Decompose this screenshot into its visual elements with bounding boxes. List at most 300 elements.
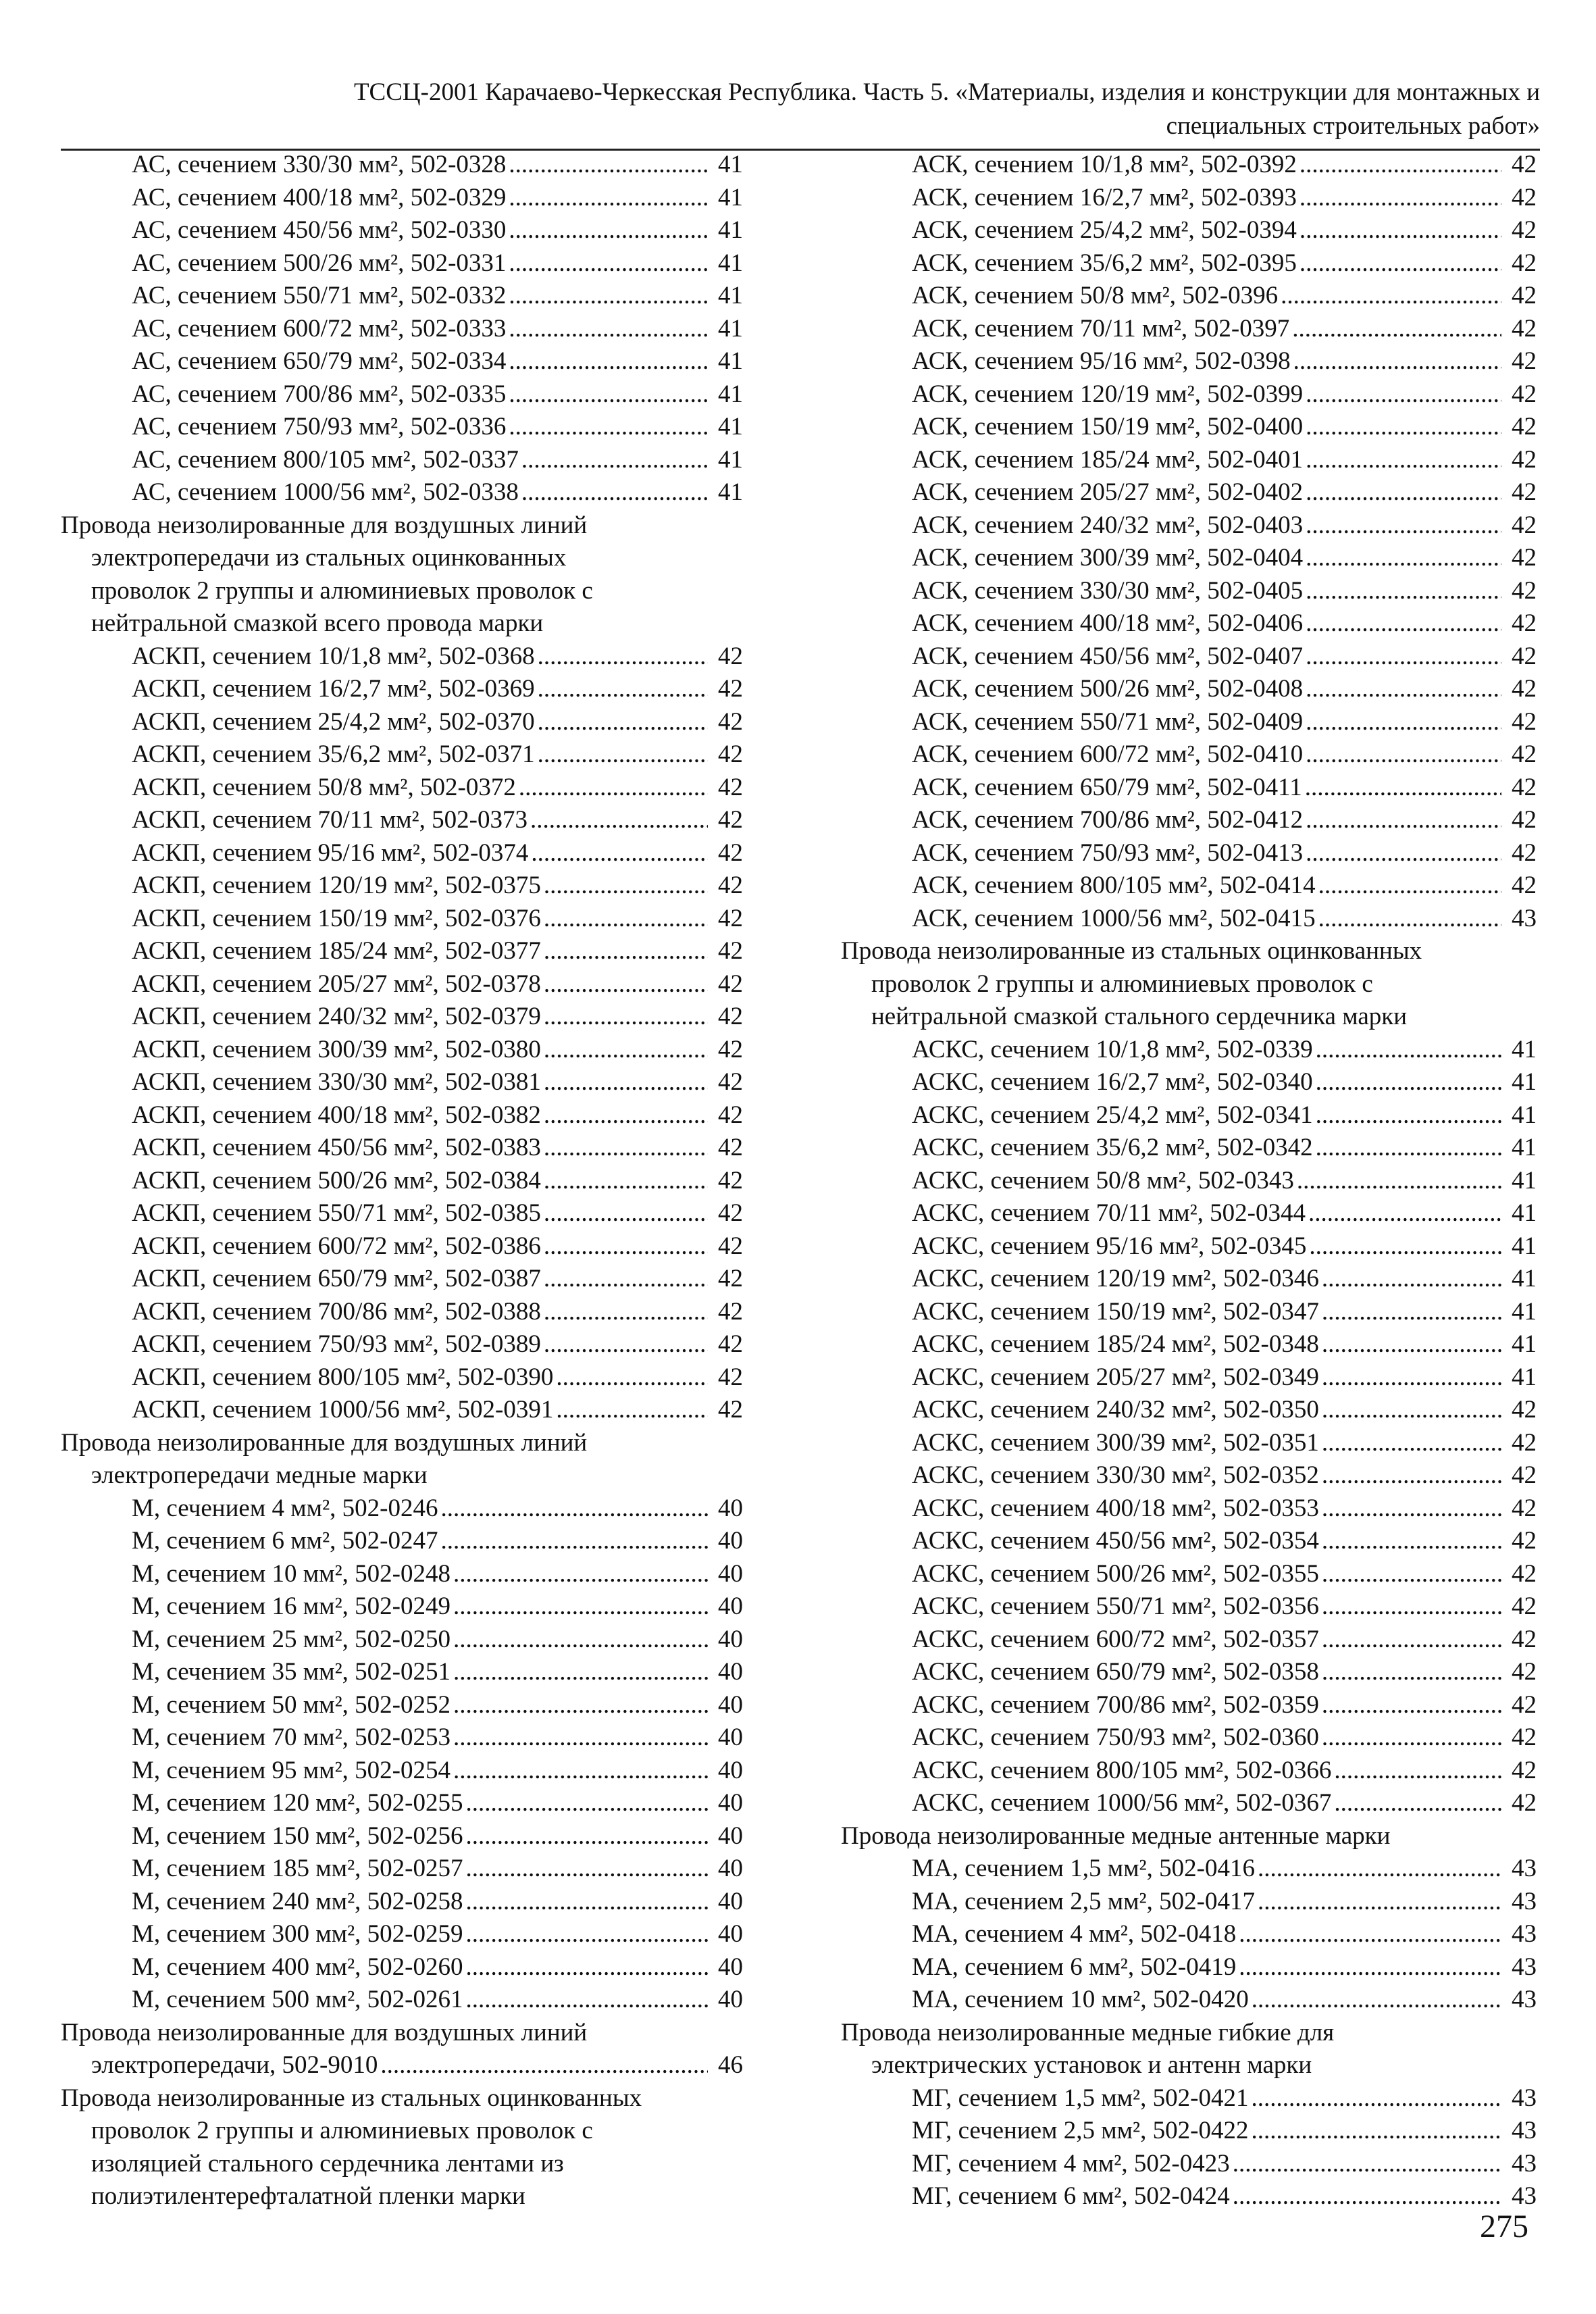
dot-leader <box>509 411 708 444</box>
index-entry <box>61 837 743 870</box>
dot-leader <box>453 1558 708 1591</box>
entry-page-ref: 41 <box>718 478 743 506</box>
entry-title: АСКС, сечением 750/93 мм², 502-0360 <box>912 1724 1319 1751</box>
dot-leader <box>466 1918 709 1951</box>
index-entry <box>841 345 1537 378</box>
index-entry <box>841 1492 1537 1526</box>
entry-title: АСКП, сечением 150/19 мм², 502-0376 <box>132 904 541 932</box>
index-entry <box>841 1721 1537 1755</box>
entry-page-ref: 41 <box>718 413 743 441</box>
dot-leader <box>544 870 708 903</box>
index-entry <box>841 772 1537 805</box>
entry-page-ref: 42 <box>718 707 743 736</box>
dot-leader <box>1306 738 1501 772</box>
entry-page-ref: 43 <box>1512 1986 1537 2013</box>
index-entry <box>841 1197 1537 1230</box>
dot-leader <box>1322 1492 1501 1526</box>
entry-title: АСК, сечением 330/30 мм², 502-0405 <box>912 576 1304 605</box>
entry-title: АСКС, сечением 300/39 мм², 502-0351 <box>912 1428 1319 1457</box>
entry-page-ref: 42 <box>718 1330 743 1358</box>
index-entry <box>841 1165 1537 1198</box>
entry-page-ref: 42 <box>1512 609 1537 637</box>
index-entry <box>61 706 743 739</box>
dot-leader <box>1305 772 1501 805</box>
index-entry <box>841 509 1537 543</box>
header-line-1: ТССЦ-2001 Карачаево-Черкесская Республика. Часть 5. «Материалы, изделия и конструкции для монтажных и <box>353 78 1540 106</box>
entry-page-ref: 42 <box>1512 282 1537 309</box>
entry-title: АС, сечением 1000/56 мм², 502-0338 <box>132 478 519 506</box>
index-entry <box>841 1886 1537 1919</box>
entry-title: электропередачи, 502-9010 <box>91 2051 378 2079</box>
dot-leader <box>1322 1361 1501 1394</box>
entry-title: АСКП, сечением 185/24 мм², 502-0377 <box>132 937 541 965</box>
entry-page-ref: 42 <box>1512 544 1537 572</box>
entry-title: М, сечением 70 мм², 502-0253 <box>132 1724 451 1751</box>
index-entry <box>841 2148 1537 2181</box>
entry-title: АС, сечением 750/93 мм², 502-0336 <box>132 413 507 441</box>
entry-title: М, сечением 35 мм², 502-0251 <box>132 1658 451 1686</box>
entry-page-ref: 41 <box>1512 1101 1537 1129</box>
dot-leader <box>1316 1132 1501 1165</box>
dot-leader <box>1306 509 1501 543</box>
dot-leader <box>530 804 708 837</box>
dot-leader <box>1322 1263 1501 1296</box>
index-entry <box>841 903 1537 936</box>
entry-title: МГ, сечением 4 мм², 502-0423 <box>912 2149 1230 2178</box>
entry-page-ref: 42 <box>718 1134 743 1161</box>
index-entry <box>61 149 743 182</box>
entry-page-ref: 42 <box>718 937 743 965</box>
entry-title: М, сечением 4 мм², 502-0246 <box>132 1494 438 1522</box>
entry-title: М, сечением 25 мм², 502-0250 <box>132 1625 451 1653</box>
index-entry <box>841 214 1537 247</box>
dot-leader <box>1233 2180 1501 2213</box>
entry-page-ref: 42 <box>718 1363 743 1391</box>
index-entry <box>841 1590 1537 1624</box>
entry-page-ref: 42 <box>1512 347 1537 375</box>
dot-leader <box>1306 378 1501 411</box>
index-entry <box>841 1066 1537 1099</box>
index-entry <box>841 313 1537 346</box>
dot-leader <box>466 1951 709 1984</box>
entry-page-ref: 40 <box>718 1527 743 1555</box>
index-entry <box>61 1066 743 1099</box>
entry-title: АСК, сечением 35/6,2 мм², 502-0395 <box>912 249 1297 277</box>
entry-title: АСК, сечением 10/1,8 мм², 502-0392 <box>912 151 1297 178</box>
index-entry <box>61 1624 743 1657</box>
dot-leader <box>1252 1984 1501 2017</box>
entry-title: АСКС, сечением 35/6,2 мм², 502-0342 <box>912 1134 1313 1161</box>
header-line-2: специальных строительных работ» <box>1166 112 1540 140</box>
entry-page-ref: 42 <box>1512 1559 1537 1588</box>
index-entry <box>61 247 743 280</box>
entry-title: АСКП, сечением 330/30 мм², 502-0381 <box>132 1068 541 1096</box>
index-entry <box>61 411 743 444</box>
dot-leader <box>1306 673 1501 706</box>
entry-title: М, сечением 95 мм², 502-0254 <box>132 1756 451 1784</box>
entry-page-ref: 42 <box>718 1199 743 1227</box>
dot-leader <box>1322 1394 1501 1427</box>
dot-leader <box>466 1820 709 1853</box>
index-entry <box>61 1787 743 1820</box>
section-heading-continuation: нейтральной смазкой всего провода марки <box>91 609 544 637</box>
entry-page-ref: 42 <box>1512 1658 1537 1686</box>
entry-page-ref: 41 <box>1512 1134 1537 1161</box>
entry-title: АСКС, сечением 25/4,2 мм², 502-0341 <box>912 1101 1313 1129</box>
entry-page-ref: 42 <box>1512 740 1537 768</box>
dot-leader <box>1258 1886 1501 1919</box>
index-entry <box>61 1656 743 1689</box>
index-entry <box>841 640 1537 674</box>
entry-page-ref: 42 <box>1512 1724 1537 1751</box>
dot-leader <box>531 837 708 870</box>
dot-leader <box>1306 542 1501 575</box>
dot-leader <box>538 738 708 772</box>
entry-title: АСКП, сечением 600/72 мм², 502-0386 <box>132 1232 541 1260</box>
dot-leader <box>1306 706 1501 739</box>
dot-leader <box>1297 1165 1501 1198</box>
index-entry <box>841 247 1537 280</box>
index-entry <box>61 476 743 509</box>
entry-page-ref: 40 <box>718 1724 743 1751</box>
dot-leader <box>544 1296 708 1329</box>
index-entry <box>61 1590 743 1624</box>
dot-leader <box>1316 1066 1501 1099</box>
index-entry <box>841 1427 1537 1460</box>
entry-page-ref: 42 <box>718 1101 743 1129</box>
entry-title: МА, сечением 10 мм², 502-0420 <box>912 1986 1249 2013</box>
dot-leader <box>1299 182 1501 215</box>
entry-title: АСК, сечением 70/11 мм², 502-0397 <box>912 314 1290 343</box>
entry-title: АСК, сечением 750/93 мм², 502-0413 <box>912 838 1304 867</box>
entry-title: М, сечением 240 мм², 502-0258 <box>132 1887 463 1915</box>
entry-title: АСКС, сечением 240/32 мм², 502-0350 <box>912 1396 1319 1424</box>
entry-page-ref: 42 <box>1512 183 1537 211</box>
entry-page-ref: 40 <box>718 1690 743 1719</box>
dot-leader <box>1316 1034 1501 1067</box>
entry-page-ref: 42 <box>1512 642 1537 670</box>
index-entry <box>61 1755 743 1788</box>
index-entry <box>841 607 1537 640</box>
dot-leader <box>1322 1689 1501 1722</box>
entry-page-ref: 40 <box>718 1592 743 1620</box>
dot-leader <box>1316 1099 1501 1132</box>
entry-title: АСК, сечением 50/8 мм², 502-0396 <box>912 282 1279 309</box>
entry-title: М, сечением 150 мм², 502-0256 <box>132 1821 463 1850</box>
index-column-left <box>61 149 743 2213</box>
entry-page-ref: 40 <box>718 1756 743 1784</box>
index-entry <box>61 1394 743 1427</box>
dot-leader <box>521 444 708 477</box>
section-heading: Провода неизолированные для воздушных линий <box>61 2018 588 2046</box>
index-entry <box>61 444 743 477</box>
dot-leader <box>509 182 708 215</box>
entry-page-ref: 41 <box>1512 1265 1537 1292</box>
entry-page-ref: 40 <box>718 1494 743 1522</box>
entry-title: АСК, сечением 240/32 мм², 502-0403 <box>912 511 1304 539</box>
entry-page-ref: 43 <box>1512 1920 1537 1948</box>
index-entry <box>61 1525 743 1558</box>
entry-title: МГ, сечением 1,5 мм², 502-0421 <box>912 2084 1249 2112</box>
dot-leader <box>544 1165 708 1198</box>
entry-title: АС, сечением 600/72 мм², 502-0333 <box>132 314 507 343</box>
entry-title: АСКС, сечением 10/1,8 мм², 502-0339 <box>912 1035 1313 1063</box>
dot-leader <box>1299 247 1501 280</box>
section-heading: Провода неизолированные медные антенные марки <box>841 1821 1391 1850</box>
entry-title: АС, сечением 800/105 мм², 502-0337 <box>132 445 519 474</box>
entry-page-ref: 42 <box>718 740 743 768</box>
dot-leader <box>544 1263 708 1296</box>
entry-title: АСКП, сечением 50/8 мм², 502-0372 <box>132 773 516 801</box>
entry-title: АС, сечением 450/56 мм², 502-0330 <box>132 216 507 244</box>
entry-page-ref: 42 <box>718 1396 743 1424</box>
dot-leader <box>544 1230 708 1263</box>
entry-page-ref: 42 <box>1512 380 1537 408</box>
index-entry <box>61 1132 743 1165</box>
dot-leader <box>453 1721 708 1755</box>
index-entry <box>841 1459 1537 1492</box>
index-entry <box>841 1230 1537 1263</box>
index-entry <box>841 542 1537 575</box>
section-heading: Провода неизолированные для воздушных линий <box>61 511 588 539</box>
entry-title: М, сечением 16 мм², 502-0249 <box>132 1592 451 1620</box>
index-entry <box>841 1394 1537 1427</box>
entry-page-ref: 42 <box>1512 1690 1537 1719</box>
index-entry <box>841 1984 1537 2017</box>
entry-page-ref: 43 <box>1512 1953 1537 1981</box>
index-entry <box>841 804 1537 837</box>
entry-page-ref: 42 <box>1512 675 1537 703</box>
dot-leader <box>544 1132 708 1165</box>
dot-leader <box>544 1197 708 1230</box>
entry-title: АСКП, сечением 120/19 мм², 502-0375 <box>132 872 541 899</box>
entry-page-ref: 42 <box>1512 1461 1537 1489</box>
entry-page-ref: 41 <box>1512 1297 1537 1326</box>
dot-leader <box>1306 837 1501 870</box>
dot-leader <box>1322 1328 1501 1361</box>
entry-title: МГ, сечением 6 мм², 502-0424 <box>912 2182 1230 2210</box>
entry-page-ref: 41 <box>1512 1363 1537 1391</box>
index-entry <box>61 870 743 903</box>
entry-title: АСКП, сечением 500/26 мм², 502-0384 <box>132 1166 541 1194</box>
dot-leader <box>1251 2115 1501 2148</box>
dot-leader <box>538 673 708 706</box>
index-entry <box>841 1296 1537 1329</box>
dot-leader <box>1308 1197 1501 1230</box>
dot-leader <box>1299 214 1501 247</box>
entry-page-ref: 41 <box>1512 1330 1537 1358</box>
entry-page-ref: 40 <box>718 1821 743 1850</box>
index-column-right <box>841 149 1537 2213</box>
entry-page-ref: 42 <box>718 1035 743 1063</box>
entry-title: АС, сечением 500/26 мм², 502-0331 <box>132 249 507 277</box>
dot-leader <box>1322 1427 1501 1460</box>
dot-leader <box>1306 476 1501 509</box>
entry-title: АСК, сечением 650/79 мм², 502-0411 <box>912 773 1302 801</box>
entry-title: АСКС, сечением 330/30 мм², 502-0352 <box>912 1461 1319 1489</box>
dot-leader <box>441 1492 709 1526</box>
index-entry <box>841 738 1537 772</box>
index-entry <box>61 313 743 346</box>
dot-leader <box>1318 903 1501 936</box>
entry-title: АСК, сечением 400/18 мм², 502-0406 <box>912 609 1304 637</box>
dot-leader <box>1281 280 1501 313</box>
index-entry <box>841 837 1537 870</box>
entry-page-ref: 41 <box>718 282 743 309</box>
dot-leader <box>1322 1558 1501 1591</box>
dot-leader <box>1299 149 1501 182</box>
index-entry <box>841 1951 1537 1984</box>
entry-title: АСК, сечением 16/2,7 мм², 502-0393 <box>912 183 1297 211</box>
dot-leader <box>544 935 708 968</box>
entry-title: АСКС, сечением 400/18 мм², 502-0353 <box>912 1494 1319 1522</box>
entry-page-ref: 41 <box>718 151 743 178</box>
entry-title: АСКП, сечением 25/4,2 мм², 502-0370 <box>132 707 535 736</box>
index-entry <box>841 1099 1537 1132</box>
entry-page-ref: 41 <box>1512 1166 1537 1194</box>
entry-page-ref: 42 <box>1512 1789 1537 1817</box>
entry-page-ref: 42 <box>1512 1494 1537 1522</box>
entry-title: АСКС, сечением 550/71 мм², 502-0356 <box>912 1592 1319 1620</box>
entry-title: МА, сечением 6 мм², 502-0419 <box>912 1953 1237 1981</box>
index-entry <box>61 1984 743 2017</box>
entry-page-ref: 42 <box>1512 314 1537 343</box>
entry-page-ref: 46 <box>718 2051 743 2079</box>
dot-leader <box>509 313 708 346</box>
entry-title: АСК, сечением 120/19 мм², 502-0399 <box>912 380 1304 408</box>
section-heading-continuation: проволок 2 группы и алюминиевых проволок с <box>91 576 593 605</box>
entry-title: АСКС, сечением 450/56 мм², 502-0354 <box>912 1527 1319 1555</box>
entry-title: АС, сечением 400/18 мм², 502-0329 <box>132 183 507 211</box>
dot-leader <box>1306 804 1501 837</box>
entry-page-ref: 42 <box>718 1232 743 1260</box>
index-entry <box>841 1755 1537 1788</box>
entry-title: АСК, сечением 150/19 мм², 502-0400 <box>912 413 1304 441</box>
entry-title: АСК, сечением 600/72 мм², 502-0410 <box>912 740 1304 768</box>
dot-leader <box>544 1034 708 1067</box>
entry-page-ref: 42 <box>1512 576 1537 605</box>
entry-page-ref: 42 <box>1512 707 1537 736</box>
entry-page-ref: 40 <box>718 1658 743 1686</box>
entry-page-ref: 40 <box>718 1920 743 1948</box>
dot-leader <box>453 1755 708 1788</box>
entry-page-ref: 42 <box>1512 806 1537 834</box>
index-entry <box>61 903 743 936</box>
entry-title: АСКС, сечением 700/86 мм², 502-0359 <box>912 1690 1319 1719</box>
index-entry <box>841 1034 1537 1067</box>
entry-page-ref: 43 <box>1512 2084 1537 2112</box>
entry-page-ref: 41 <box>718 314 743 343</box>
entry-title: АСКП, сечением 205/27 мм², 502-0378 <box>132 970 541 998</box>
dot-leader <box>544 1099 708 1132</box>
index-entry <box>841 182 1537 215</box>
entry-title: АС, сечением 550/71 мм², 502-0332 <box>132 282 507 309</box>
entry-title: АСКС, сечением 205/27 мм², 502-0349 <box>912 1363 1319 1391</box>
section-heading-continuation: изоляцией стального сердечника лентами из <box>91 2149 564 2178</box>
index-entry <box>841 575 1537 608</box>
dot-leader <box>1334 1755 1501 1788</box>
index-entry <box>841 1525 1537 1558</box>
entry-title: АСК, сечением 185/24 мм², 502-0401 <box>912 445 1304 474</box>
dot-leader <box>1334 1787 1501 1820</box>
dot-leader <box>521 476 708 509</box>
entry-page-ref: 42 <box>1512 872 1537 899</box>
dot-leader <box>509 378 708 411</box>
index-entry <box>61 1328 743 1361</box>
entry-title: АСКС, сечением 95/16 мм², 502-0345 <box>912 1232 1307 1260</box>
entry-title: АСКП, сечением 700/86 мм², 502-0388 <box>132 1297 541 1326</box>
entry-title: АСКП, сечением 400/18 мм², 502-0382 <box>132 1101 541 1129</box>
dot-leader <box>509 345 708 378</box>
entry-title: АСКП, сечением 450/56 мм², 502-0383 <box>132 1134 541 1161</box>
index-entry <box>61 673 743 706</box>
entry-title: АСКС, сечением 185/24 мм², 502-0348 <box>912 1330 1319 1358</box>
entry-title: М, сечением 300 мм², 502-0259 <box>132 1920 463 1948</box>
index-entry <box>61 214 743 247</box>
entry-page-ref: 42 <box>1512 838 1537 867</box>
entry-page-ref: 42 <box>718 773 743 801</box>
entry-title: АСК, сечением 205/27 мм², 502-0402 <box>912 478 1304 506</box>
index-entry <box>841 1689 1537 1722</box>
index-entry <box>61 1099 743 1132</box>
index-entry <box>61 1296 743 1329</box>
entry-title: АСК, сечением 450/56 мм², 502-0407 <box>912 642 1304 670</box>
dot-leader <box>1251 2082 1501 2115</box>
entry-title: М, сечением 6 мм², 502-0247 <box>132 1527 438 1555</box>
entry-page-ref: 42 <box>718 838 743 867</box>
index-entry <box>61 1263 743 1296</box>
entry-page-ref: 40 <box>718 1789 743 1817</box>
entry-page-ref: 40 <box>718 1953 743 1981</box>
entry-page-ref: 42 <box>718 1166 743 1194</box>
index-entry <box>61 1165 743 1198</box>
index-entry <box>841 1132 1537 1165</box>
dot-leader <box>1322 1525 1501 1558</box>
page-number: 275 <box>1480 2209 1528 2244</box>
index-entry <box>61 1886 743 1919</box>
dot-leader <box>544 968 708 1001</box>
dot-leader <box>453 1689 708 1722</box>
entry-page-ref: 41 <box>718 216 743 244</box>
entry-page-ref: 43 <box>1512 1887 1537 1915</box>
index-entry <box>61 772 743 805</box>
index-entry <box>841 870 1537 903</box>
index-entry <box>61 1853 743 1886</box>
index-entry <box>61 1492 743 1526</box>
section-heading-continuation: проволок 2 группы и алюминиевых проволок с <box>91 2117 593 2144</box>
entry-title: М, сечением 185 мм², 502-0257 <box>132 1855 463 1882</box>
entry-title: АСКП, сечением 70/11 мм², 502-0373 <box>132 806 527 834</box>
dot-leader <box>509 280 708 313</box>
entry-title: АСКС, сечением 800/105 мм², 502-0366 <box>912 1756 1332 1784</box>
entry-title: АСКП, сечением 240/32 мм², 502-0379 <box>132 1003 541 1030</box>
entry-page-ref: 42 <box>1512 413 1537 441</box>
index-entry <box>61 1918 743 1951</box>
dot-leader <box>466 1984 709 2017</box>
entry-title: АСКС, сечением 70/11 мм², 502-0344 <box>912 1199 1306 1227</box>
dot-leader <box>1306 575 1501 608</box>
index-entry <box>841 444 1537 477</box>
dot-leader <box>1233 2148 1501 2181</box>
entry-title: АСКП, сечением 550/71 мм², 502-0385 <box>132 1199 541 1227</box>
dot-leader <box>1309 1230 1501 1263</box>
index-entry <box>841 1624 1537 1657</box>
entry-title: АСКС, сечением 150/19 мм², 502-0347 <box>912 1297 1319 1326</box>
index-entry <box>61 182 743 215</box>
index-entry <box>841 1918 1537 1951</box>
entry-title: АСК, сечением 300/39 мм², 502-0404 <box>912 544 1304 572</box>
index-entry <box>61 2049 743 2082</box>
